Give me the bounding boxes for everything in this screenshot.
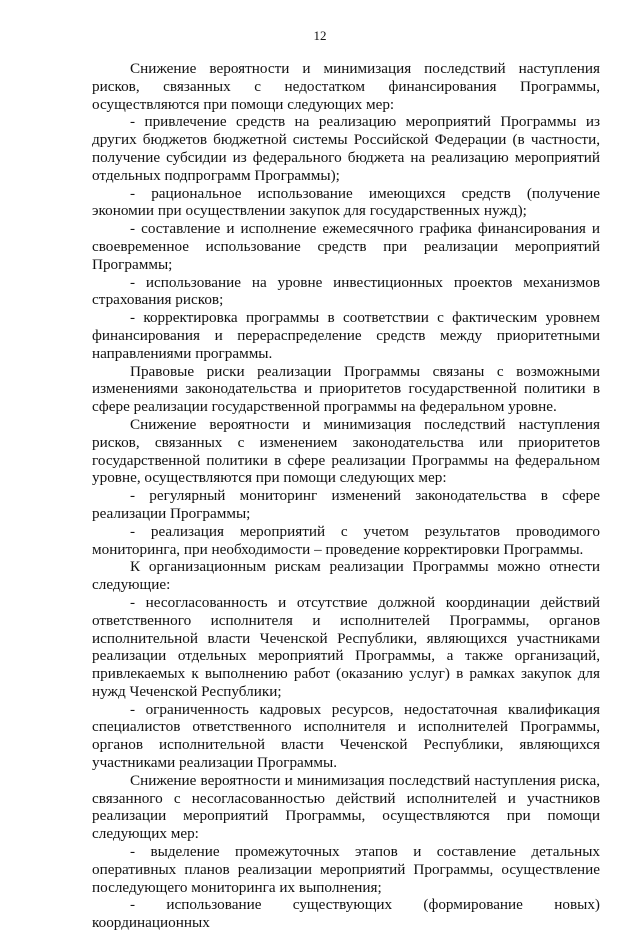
page-number: 12 bbox=[313, 28, 327, 43]
list-item: - рациональное использование имеющихся средств (получение экономии при осуществлении закупок для государственных нужд); bbox=[92, 184, 600, 220]
paragraph: К организационным рискам реализации Программы можно отнести следующие: bbox=[92, 558, 600, 594]
list-item: - регулярный мониторинг изменений законодательства в сфере реализации Программы; bbox=[92, 487, 600, 522]
list-item: - использование существующих (формирование новых) координационных bbox=[92, 896, 600, 932]
body-text bbox=[92, 60, 600, 932]
list-item: - ограниченность кадровых ресурсов, недостаточная квалификация специалистов ответственного исполнителя и исполнителей Программы, органов исполнительной власти Чеченской Республики, являющихся участниками реализации Программы. bbox=[92, 700, 600, 772]
paragraph: Снижение вероятности и минимизация последствий наступления риска, связанного с несогласованностью действий исполнителей и участников реализации мероприятий Программы, осуществляются при помощи следующих мер: bbox=[92, 771, 600, 843]
paragraph: Снижение вероятности и минимизация последствий наступления рисков, связанных с недостатком финансирования Программы, осуществляются при помощи следующих мер: bbox=[92, 60, 600, 113]
list-item: - корректировка программы в соответствии с фактическим уровнем финансирования и перераспределение средств между приоритетными направлениями программы. bbox=[92, 309, 600, 362]
list-item: - реализация мероприятий с учетом результатов проводимого мониторинга, при необходимости – проведение корректировки Программы. bbox=[92, 522, 600, 558]
paragraph: Снижение вероятности и минимизация последствий наступления рисков, связанных с изменением законодательства или приоритетов государственной политики в сфере реализации Программы на федеральном уровне, осуществляются при помощи следующих мер: bbox=[92, 415, 600, 487]
list-item: - привлечение средств на реализацию мероприятий Программы из других бюджетов бюджетной системы Российской Федерации (в частности, получение субсидии из федерального бюджета на реализацию мероприятий отдельных подпрограмм Программы); bbox=[92, 113, 600, 184]
list-item: - составление и исполнение ежемесячного графика финансирования и своевременное использование средств при реализации мероприятий Программы; bbox=[92, 220, 600, 273]
list-item: - выделение промежуточных этапов и составление детальных оперативных планов реализации мероприятий Программы, осуществление последующего мониторинга их выполнения; bbox=[92, 843, 600, 896]
list-item: - несогласованность и отсутствие должной координации действий ответственного исполнителя и исполнителей Программы, органов исполнительной власти Чеченской Республики, являющихся участниками реализации отдельных мероприятий Программы, а также организаций, привлекаемых к выполнению работ (оказанию услуг) в рамках закупок для нужд Чеченской Республики; bbox=[92, 593, 600, 700]
list-item: - использование на уровне инвестиционных проектов механизмов страхования рисков; bbox=[92, 273, 600, 309]
paragraph: Правовые риски реализации Программы связаны с возможными изменениями законодательства и приоритетов государственной политики в сфере реализации государственной программы на федеральном уровне. bbox=[92, 362, 600, 416]
